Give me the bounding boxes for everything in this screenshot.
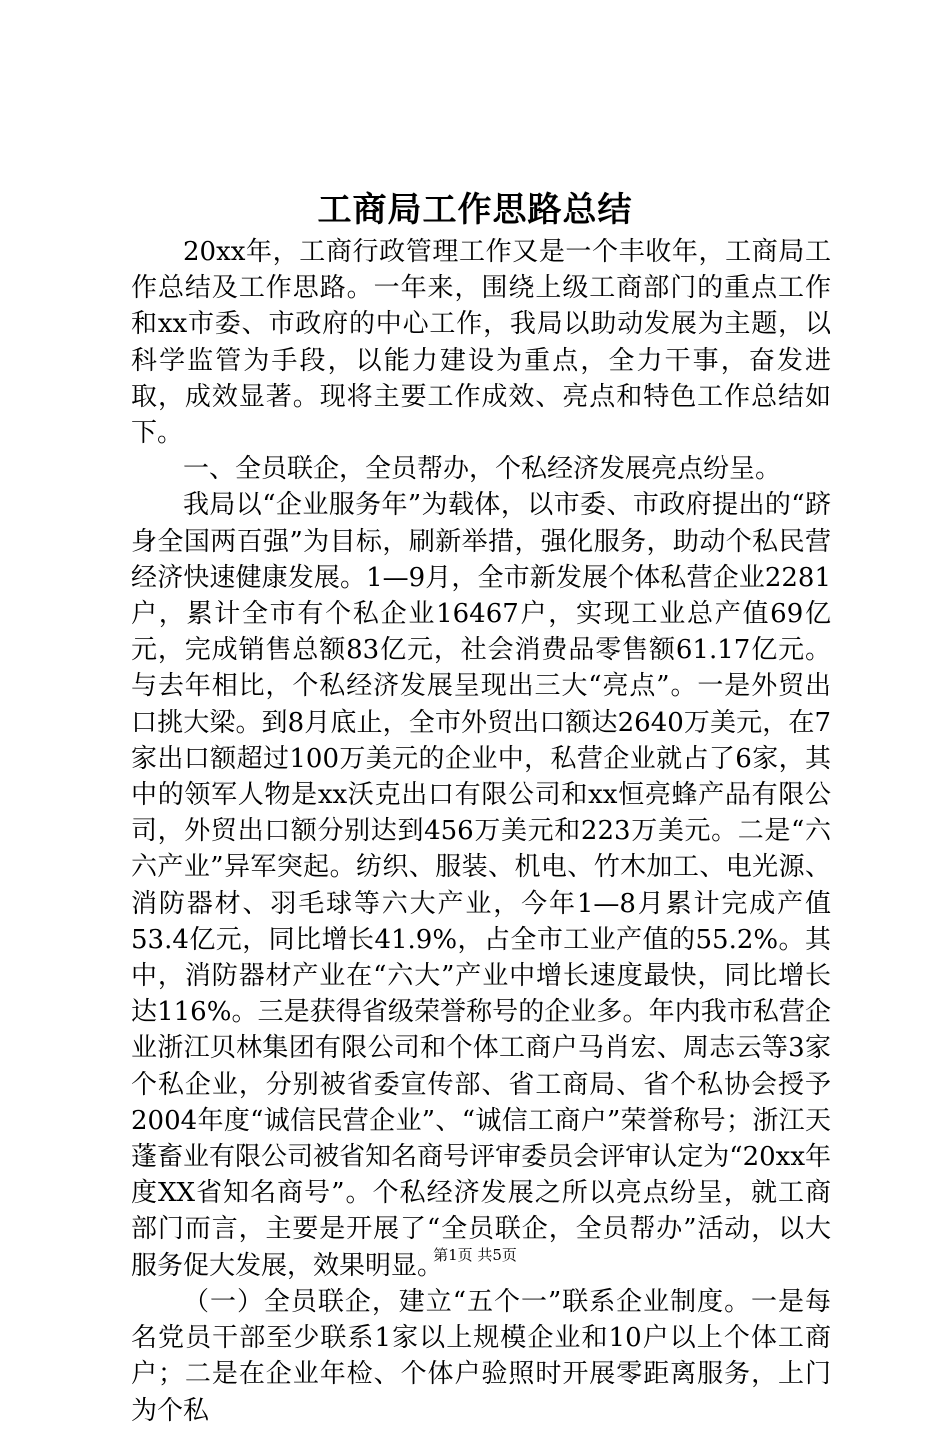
paragraph-intro: 20xx年，工商行政管理工作又是一个丰收年，工商局工作总结及工作思路。一年来，围绕上级工商部门的重点工作和xx市委、市政府的中心工作，我局以助动发展为主题，以科学监管为手段，以能力建设为重点，全力干事，奋发进取，成效显著。现将主要工作成效、亮点和特色工作总结如下。 [131, 237, 831, 449]
paragraph-section-1: 我局以“企业服务年”为载体，以市委、市政府提出的“跻身全国两百强”为目标，刷新举措，强化服务，助动个私民营经济快速健康发展。1—9月，全市新发展个体私营企业2281户，累计全市有个私企业16467户，实现工业总产值69亿元，完成销售总额83亿元，社会消费品零售额61.17亿元。与去年相比，个私经济发展呈现出三大“亮点”。一是外贸出口挑大梁。到8月底止，全市外贸出口额达2640万美元，在7家出口额超过100万美元的企业中，私营企业就占了6家，其中的领军人物是xx沃克出口有限公司和xx恒亮蜂产品有限公司，外贸出口额分别达到456万美元和223万美元。二是“六六产业”异军突起。纺织、服装、机电、竹木加工、电光源、消防器材、羽毛球等六大产业，今年1—8月累计完成产值53.4亿元，同比增长41.9%，占全市工业产值的55.2%。其中，消防器材产业在“六大”产业中增长速度最快，同比增长达116%。三是获得省级荣誉称号的企业多。年内我市私营企业浙江贝林集团有限公司和个体工商户马肖宏、周志云等3家个私企业，分别被省委宣传部、省工商局、省个私协会授予2004年度“诚信民营企业”、“诚信工商户”荣誉称号；浙江天蓬畜业有限公司被省知名商号评审委员会评审认定为“20xx年度XX省知名商号”。个私经济发展之所以亮点纷呈，就工商部门而言，主要是开展了“全员联企，全员帮办”活动，以大服务促大发展，效果明显。 [131, 490, 831, 1281]
paragraph-subsection-1: （一）全员联企，建立“五个一”联系企业制度。一是每名党员干部至少联系1家以上规模企业和10户以上个体工商户；二是在企业年检、个体户验照时开展零距离服务，上门为个私 [131, 1286, 831, 1426]
page-footer: 第1页 共5页 [433, 1246, 517, 1264]
section-heading-1: 一、全员联企，全员帮办，个私经济发展亮点纷呈。 [183, 454, 782, 485]
document-title: 工商局工作思路总结 [317, 190, 633, 230]
